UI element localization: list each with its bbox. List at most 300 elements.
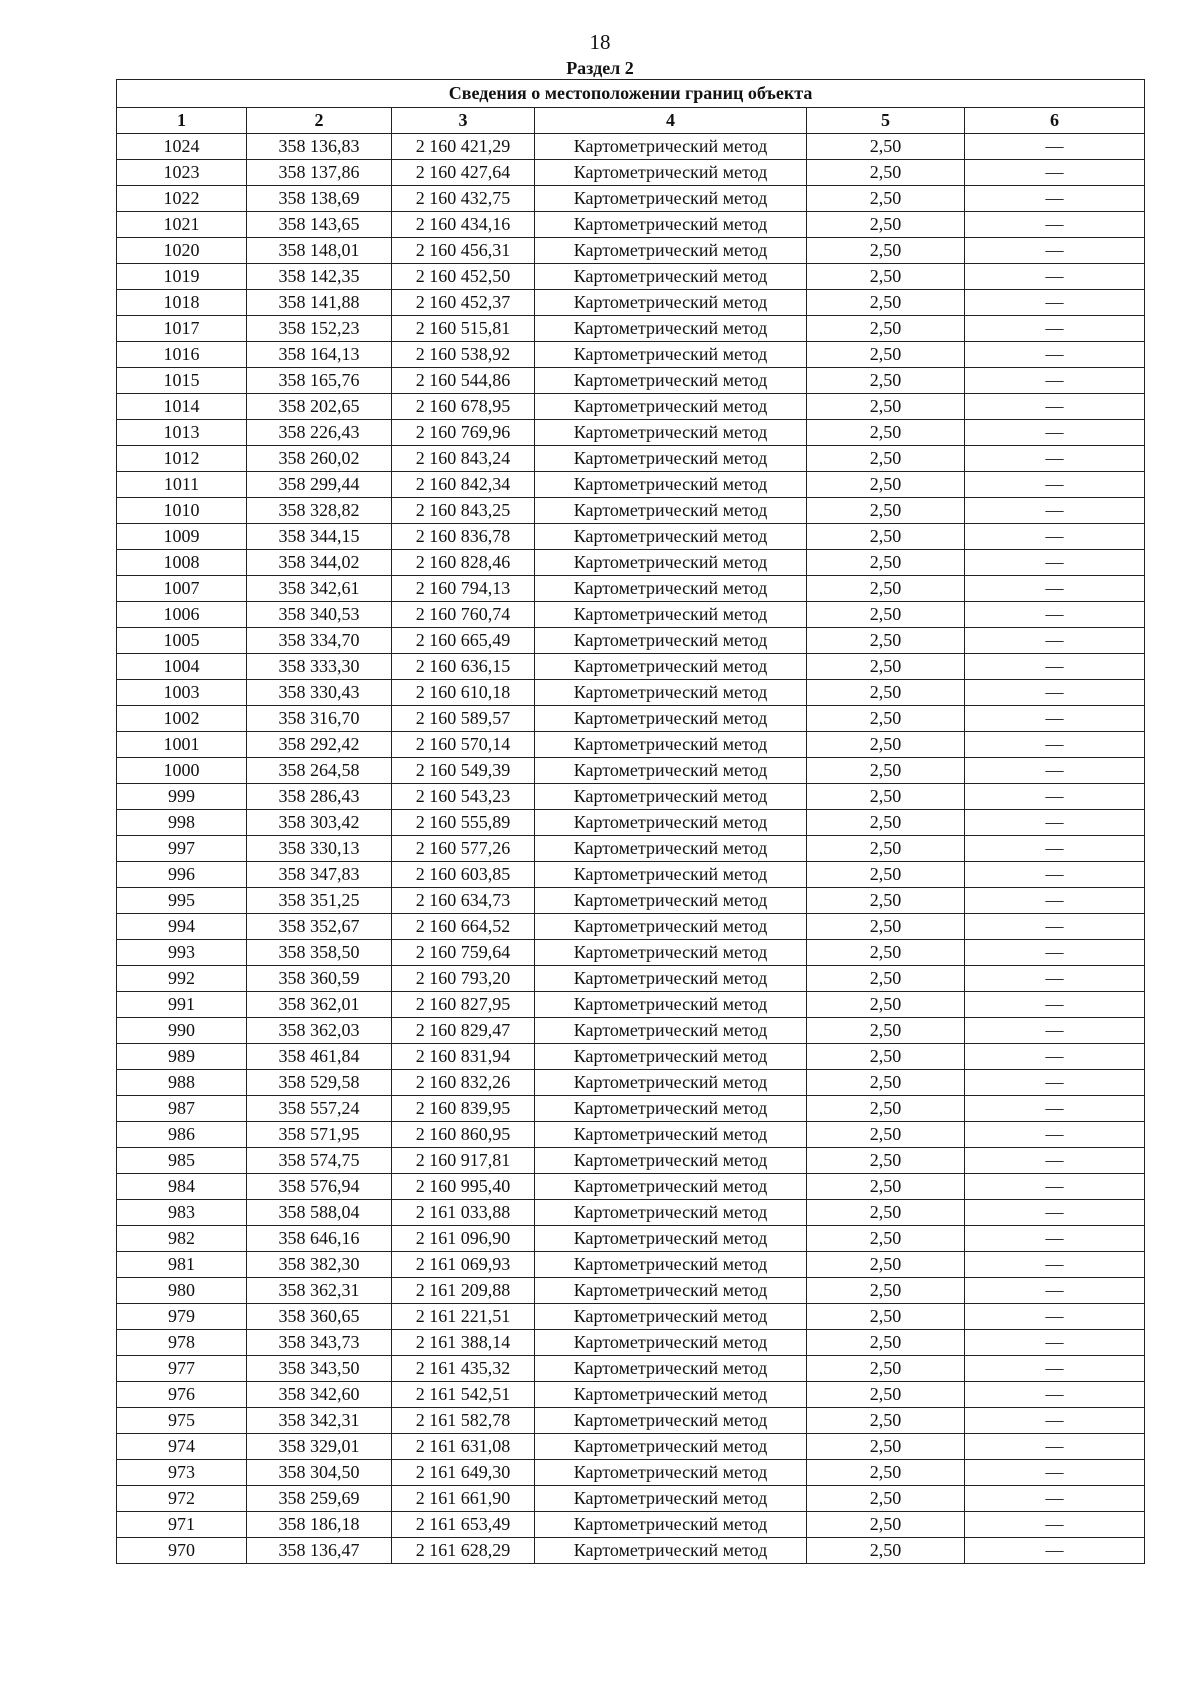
x-coordinate-cell: 358 344,15: [247, 524, 392, 550]
description-cell: —: [965, 1278, 1145, 1304]
point-number-cell: 981: [117, 1252, 247, 1278]
method-cell: Картометрический метод: [535, 862, 807, 888]
method-cell: Картометрический метод: [535, 1460, 807, 1486]
x-coordinate-cell: 358 226,43: [247, 420, 392, 446]
x-coordinate-cell: 358 461,84: [247, 1044, 392, 1070]
point-number-cell: 1017: [117, 316, 247, 342]
x-coordinate-cell: 358 362,03: [247, 1018, 392, 1044]
accuracy-cell: 2,50: [807, 862, 965, 888]
description-cell: —: [965, 1460, 1145, 1486]
point-number-cell: 1010: [117, 498, 247, 524]
description-cell: —: [965, 186, 1145, 212]
x-coordinate-cell: 358 260,02: [247, 446, 392, 472]
y-coordinate-cell: 2 160 570,14: [392, 732, 535, 758]
x-coordinate-cell: 358 358,50: [247, 940, 392, 966]
method-cell: Картометрический метод: [535, 550, 807, 576]
accuracy-cell: 2,50: [807, 1174, 965, 1200]
y-coordinate-cell: 2 161 649,30: [392, 1460, 535, 1486]
description-cell: —: [965, 394, 1145, 420]
method-cell: Картометрический метод: [535, 1278, 807, 1304]
accuracy-cell: 2,50: [807, 238, 965, 264]
method-cell: Картометрический метод: [535, 186, 807, 212]
point-number-cell: 971: [117, 1512, 247, 1538]
table-row: [117, 1174, 1145, 1200]
table-row: [117, 784, 1145, 810]
point-number-cell: 1024: [117, 134, 247, 160]
column-number: 2: [247, 108, 392, 134]
y-coordinate-cell: 2 160 843,24: [392, 446, 535, 472]
point-number-cell: 983: [117, 1200, 247, 1226]
description-cell: —: [965, 758, 1145, 784]
table-row: [117, 1278, 1145, 1304]
y-coordinate-cell: 2 160 828,46: [392, 550, 535, 576]
point-number-cell: 978: [117, 1330, 247, 1356]
y-coordinate-cell: 2 160 544,86: [392, 368, 535, 394]
accuracy-cell: 2,50: [807, 1486, 965, 1512]
description-cell: —: [965, 1148, 1145, 1174]
accuracy-cell: 2,50: [807, 1382, 965, 1408]
accuracy-cell: 2,50: [807, 810, 965, 836]
x-coordinate-cell: 358 304,50: [247, 1460, 392, 1486]
x-coordinate-cell: 358 333,30: [247, 654, 392, 680]
x-coordinate-cell: 358 259,69: [247, 1486, 392, 1512]
y-coordinate-cell: 2 160 543,23: [392, 784, 535, 810]
description-cell: —: [965, 238, 1145, 264]
description-cell: —: [965, 1434, 1145, 1460]
table-row: [117, 472, 1145, 498]
description-cell: —: [965, 420, 1145, 446]
accuracy-cell: 2,50: [807, 316, 965, 342]
y-coordinate-cell: 2 160 515,81: [392, 316, 535, 342]
table-row: [117, 290, 1145, 316]
x-coordinate-cell: 358 574,75: [247, 1148, 392, 1174]
table-row: [117, 602, 1145, 628]
table-row: [117, 836, 1145, 862]
accuracy-cell: 2,50: [807, 212, 965, 238]
x-coordinate-cell: 358 342,61: [247, 576, 392, 602]
column-number: 6: [965, 108, 1145, 134]
table-row: [117, 1304, 1145, 1330]
accuracy-cell: 2,50: [807, 1434, 965, 1460]
table-row: [117, 862, 1145, 888]
accuracy-cell: 2,50: [807, 264, 965, 290]
y-coordinate-cell: 2 160 794,13: [392, 576, 535, 602]
x-coordinate-cell: 358 360,59: [247, 966, 392, 992]
method-cell: Картометрический метод: [535, 654, 807, 680]
table-row: [117, 1252, 1145, 1278]
x-coordinate-cell: 358 343,73: [247, 1330, 392, 1356]
y-coordinate-cell: 2 160 760,74: [392, 602, 535, 628]
accuracy-cell: 2,50: [807, 498, 965, 524]
method-cell: Картометрический метод: [535, 1486, 807, 1512]
table-row: [117, 186, 1145, 212]
method-cell: Картометрический метод: [535, 290, 807, 316]
table-row: [117, 758, 1145, 784]
description-cell: —: [965, 732, 1145, 758]
description-cell: —: [965, 1226, 1145, 1252]
table-row: [117, 706, 1145, 732]
method-cell: Картометрический метод: [535, 888, 807, 914]
description-cell: —: [965, 1252, 1145, 1278]
x-coordinate-cell: 358 557,24: [247, 1096, 392, 1122]
description-cell: —: [965, 862, 1145, 888]
accuracy-cell: 2,50: [807, 1512, 965, 1538]
method-cell: Картометрический метод: [535, 498, 807, 524]
table-caption: Сведения о местоположении границ объекта: [117, 80, 1145, 108]
y-coordinate-cell: 2 160 664,52: [392, 914, 535, 940]
accuracy-cell: 2,50: [807, 1018, 965, 1044]
y-coordinate-cell: 2 161 033,88: [392, 1200, 535, 1226]
x-coordinate-cell: 358 152,23: [247, 316, 392, 342]
accuracy-cell: 2,50: [807, 134, 965, 160]
table-row: [117, 1512, 1145, 1538]
x-coordinate-cell: 358 342,60: [247, 1382, 392, 1408]
table-row: [117, 966, 1145, 992]
method-cell: Картометрический метод: [535, 1382, 807, 1408]
y-coordinate-cell: 2 161 069,93: [392, 1252, 535, 1278]
accuracy-cell: 2,50: [807, 1044, 965, 1070]
y-coordinate-cell: 2 160 452,50: [392, 264, 535, 290]
description-cell: —: [965, 1408, 1145, 1434]
x-coordinate-cell: 358 138,69: [247, 186, 392, 212]
x-coordinate-cell: 358 351,25: [247, 888, 392, 914]
point-number-cell: 1013: [117, 420, 247, 446]
point-number-cell: 1012: [117, 446, 247, 472]
point-number-cell: 1001: [117, 732, 247, 758]
y-coordinate-cell: 2 160 421,29: [392, 134, 535, 160]
point-number-cell: 982: [117, 1226, 247, 1252]
point-number-cell: 980: [117, 1278, 247, 1304]
point-number-cell: 1022: [117, 186, 247, 212]
table-row: [117, 316, 1145, 342]
table-row: [117, 628, 1145, 654]
y-coordinate-cell: 2 161 388,14: [392, 1330, 535, 1356]
point-number-cell: 1005: [117, 628, 247, 654]
accuracy-cell: 2,50: [807, 1148, 965, 1174]
y-coordinate-cell: 2 161 096,90: [392, 1226, 535, 1252]
table-row: [117, 160, 1145, 186]
x-coordinate-cell: 358 328,82: [247, 498, 392, 524]
y-coordinate-cell: 2 161 628,29: [392, 1538, 535, 1564]
method-cell: Картометрический метод: [535, 992, 807, 1018]
y-coordinate-cell: 2 160 452,37: [392, 290, 535, 316]
description-cell: —: [965, 628, 1145, 654]
y-coordinate-cell: 2 160 793,20: [392, 966, 535, 992]
accuracy-cell: 2,50: [807, 550, 965, 576]
x-coordinate-cell: 358 646,16: [247, 1226, 392, 1252]
table-row: [117, 914, 1145, 940]
x-coordinate-cell: 358 186,18: [247, 1512, 392, 1538]
point-number-cell: 996: [117, 862, 247, 888]
description-cell: —: [965, 654, 1145, 680]
x-coordinate-cell: 358 299,44: [247, 472, 392, 498]
table-row: [117, 264, 1145, 290]
accuracy-cell: 2,50: [807, 1226, 965, 1252]
y-coordinate-cell: 2 160 456,31: [392, 238, 535, 264]
point-number-cell: 993: [117, 940, 247, 966]
x-coordinate-cell: 358 334,70: [247, 628, 392, 654]
x-coordinate-cell: 358 340,53: [247, 602, 392, 628]
accuracy-cell: 2,50: [807, 966, 965, 992]
description-cell: —: [965, 160, 1145, 186]
method-cell: Картометрический метод: [535, 914, 807, 940]
accuracy-cell: 2,50: [807, 914, 965, 940]
point-number-cell: 1016: [117, 342, 247, 368]
method-cell: Картометрический метод: [535, 524, 807, 550]
table-row: [117, 810, 1145, 836]
point-number-cell: 986: [117, 1122, 247, 1148]
point-number-cell: 975: [117, 1408, 247, 1434]
method-cell: Картометрический метод: [535, 680, 807, 706]
method-cell: Картометрический метод: [535, 1070, 807, 1096]
y-coordinate-cell: 2 160 610,18: [392, 680, 535, 706]
y-coordinate-cell: 2 161 435,32: [392, 1356, 535, 1382]
accuracy-cell: 2,50: [807, 628, 965, 654]
table-row: [117, 732, 1145, 758]
accuracy-cell: 2,50: [807, 1408, 965, 1434]
x-coordinate-cell: 358 141,88: [247, 290, 392, 316]
method-cell: Картометрический метод: [535, 1538, 807, 1564]
x-coordinate-cell: 358 352,67: [247, 914, 392, 940]
method-cell: Картометрический метод: [535, 1408, 807, 1434]
column-number-row: [117, 108, 1145, 134]
description-cell: —: [965, 1018, 1145, 1044]
y-coordinate-cell: 2 160 549,39: [392, 758, 535, 784]
table-row: [117, 1148, 1145, 1174]
x-coordinate-cell: 358 303,42: [247, 810, 392, 836]
method-cell: Картометрический метод: [535, 1174, 807, 1200]
y-coordinate-cell: 2 160 636,15: [392, 654, 535, 680]
method-cell: Картометрический метод: [535, 1200, 807, 1226]
y-coordinate-cell: 2 160 836,78: [392, 524, 535, 550]
table-row: [117, 1382, 1145, 1408]
description-cell: —: [965, 966, 1145, 992]
y-coordinate-cell: 2 160 678,95: [392, 394, 535, 420]
description-cell: —: [965, 1096, 1145, 1122]
method-cell: Картометрический метод: [535, 966, 807, 992]
point-number-cell: 985: [117, 1148, 247, 1174]
description-cell: —: [965, 1538, 1145, 1564]
method-cell: Картометрический метод: [535, 1304, 807, 1330]
point-number-cell: 976: [117, 1382, 247, 1408]
table-row: [117, 1044, 1145, 1070]
table-row: [117, 368, 1145, 394]
method-cell: Картометрический метод: [535, 810, 807, 836]
x-coordinate-cell: 358 286,43: [247, 784, 392, 810]
table-row: [117, 238, 1145, 264]
x-coordinate-cell: 358 136,83: [247, 134, 392, 160]
x-coordinate-cell: 358 342,31: [247, 1408, 392, 1434]
accuracy-cell: 2,50: [807, 576, 965, 602]
x-coordinate-cell: 358 316,70: [247, 706, 392, 732]
accuracy-cell: 2,50: [807, 186, 965, 212]
x-coordinate-cell: 358 362,31: [247, 1278, 392, 1304]
description-cell: —: [965, 1174, 1145, 1200]
x-coordinate-cell: 358 529,58: [247, 1070, 392, 1096]
x-coordinate-cell: 358 164,13: [247, 342, 392, 368]
point-number-cell: 987: [117, 1096, 247, 1122]
y-coordinate-cell: 2 160 759,64: [392, 940, 535, 966]
method-cell: Картометрический метод: [535, 316, 807, 342]
description-cell: —: [965, 342, 1145, 368]
point-number-cell: 1006: [117, 602, 247, 628]
table-row: [117, 524, 1145, 550]
point-number-cell: 999: [117, 784, 247, 810]
x-coordinate-cell: 358 143,65: [247, 212, 392, 238]
method-cell: Картометрический метод: [535, 342, 807, 368]
table-row: [117, 992, 1145, 1018]
description-cell: —: [965, 1122, 1145, 1148]
y-coordinate-cell: 2 160 831,94: [392, 1044, 535, 1070]
accuracy-cell: 2,50: [807, 940, 965, 966]
description-cell: —: [965, 1382, 1145, 1408]
description-cell: —: [965, 940, 1145, 966]
point-number-cell: 1015: [117, 368, 247, 394]
y-coordinate-cell: 2 160 555,89: [392, 810, 535, 836]
method-cell: Картометрический метод: [535, 1018, 807, 1044]
accuracy-cell: 2,50: [807, 758, 965, 784]
point-number-cell: 984: [117, 1174, 247, 1200]
accuracy-cell: 2,50: [807, 1278, 965, 1304]
page-number: 18: [589, 30, 611, 54]
section-title: Раздел 2: [566, 58, 634, 78]
point-number-cell: 990: [117, 1018, 247, 1044]
point-number-cell: 1003: [117, 680, 247, 706]
table-row: [117, 342, 1145, 368]
point-number-cell: 1008: [117, 550, 247, 576]
y-coordinate-cell: 2 160 839,95: [392, 1096, 535, 1122]
method-cell: Картометрический метод: [535, 1434, 807, 1460]
y-coordinate-cell: 2 160 842,34: [392, 472, 535, 498]
accuracy-cell: 2,50: [807, 1356, 965, 1382]
boundary-coordinates-table: [116, 79, 1145, 1564]
y-coordinate-cell: 2 160 665,49: [392, 628, 535, 654]
point-number-cell: 991: [117, 992, 247, 1018]
description-cell: —: [965, 550, 1145, 576]
table-row: [117, 420, 1145, 446]
x-coordinate-cell: 358 142,35: [247, 264, 392, 290]
y-coordinate-cell: 2 160 427,64: [392, 160, 535, 186]
accuracy-cell: 2,50: [807, 446, 965, 472]
x-coordinate-cell: 358 136,47: [247, 1538, 392, 1564]
point-number-cell: 1004: [117, 654, 247, 680]
method-cell: Картометрический метод: [535, 602, 807, 628]
description-cell: —: [965, 888, 1145, 914]
table-row: [117, 1408, 1145, 1434]
point-number-cell: 995: [117, 888, 247, 914]
point-number-cell: 1002: [117, 706, 247, 732]
description-cell: —: [965, 524, 1145, 550]
description-cell: —: [965, 1486, 1145, 1512]
x-coordinate-cell: 358 343,50: [247, 1356, 392, 1382]
table-row: [117, 1330, 1145, 1356]
point-number-cell: 970: [117, 1538, 247, 1564]
table-row: [117, 1096, 1145, 1122]
point-number-cell: 994: [117, 914, 247, 940]
point-number-cell: 992: [117, 966, 247, 992]
description-cell: —: [965, 810, 1145, 836]
x-coordinate-cell: 358 360,65: [247, 1304, 392, 1330]
point-number-cell: 1019: [117, 264, 247, 290]
accuracy-cell: 2,50: [807, 1096, 965, 1122]
method-cell: Картометрический метод: [535, 1226, 807, 1252]
accuracy-cell: 2,50: [807, 1304, 965, 1330]
x-coordinate-cell: 358 202,65: [247, 394, 392, 420]
x-coordinate-cell: 358 362,01: [247, 992, 392, 1018]
y-coordinate-cell: 2 161 209,88: [392, 1278, 535, 1304]
y-coordinate-cell: 2 160 589,57: [392, 706, 535, 732]
accuracy-cell: 2,50: [807, 472, 965, 498]
y-coordinate-cell: 2 161 542,51: [392, 1382, 535, 1408]
description-cell: —: [965, 316, 1145, 342]
description-cell: —: [965, 1512, 1145, 1538]
accuracy-cell: 2,50: [807, 420, 965, 446]
method-cell: Картометрический метод: [535, 732, 807, 758]
y-coordinate-cell: 2 160 827,95: [392, 992, 535, 1018]
point-number-cell: 1014: [117, 394, 247, 420]
method-cell: Картометрический метод: [535, 784, 807, 810]
table-row: [117, 1070, 1145, 1096]
accuracy-cell: 2,50: [807, 524, 965, 550]
y-coordinate-cell: 2 160 769,96: [392, 420, 535, 446]
method-cell: Картометрический метод: [535, 1356, 807, 1382]
table-row: [117, 576, 1145, 602]
x-coordinate-cell: 358 576,94: [247, 1174, 392, 1200]
description-cell: —: [965, 134, 1145, 160]
method-cell: Картометрический метод: [535, 1044, 807, 1070]
column-number: 1: [117, 108, 247, 134]
x-coordinate-cell: 358 137,86: [247, 160, 392, 186]
method-cell: Картометрический метод: [535, 1096, 807, 1122]
table-row: [117, 394, 1145, 420]
accuracy-cell: 2,50: [807, 654, 965, 680]
y-coordinate-cell: 2 160 832,26: [392, 1070, 535, 1096]
accuracy-cell: 2,50: [807, 368, 965, 394]
point-number-cell: 974: [117, 1434, 247, 1460]
x-coordinate-cell: 358 330,13: [247, 836, 392, 862]
method-cell: Картометрический метод: [535, 706, 807, 732]
method-cell: Картометрический метод: [535, 160, 807, 186]
column-number: 3: [392, 108, 535, 134]
method-cell: Картометрический метод: [535, 836, 807, 862]
description-cell: —: [965, 992, 1145, 1018]
x-coordinate-cell: 358 330,43: [247, 680, 392, 706]
x-coordinate-cell: 358 165,76: [247, 368, 392, 394]
method-cell: Картометрический метод: [535, 472, 807, 498]
table-row: [117, 1122, 1145, 1148]
description-cell: —: [965, 914, 1145, 940]
y-coordinate-cell: 2 160 434,16: [392, 212, 535, 238]
point-number-cell: 1018: [117, 290, 247, 316]
x-coordinate-cell: 358 382,30: [247, 1252, 392, 1278]
point-number-cell: 997: [117, 836, 247, 862]
method-cell: Картометрический метод: [535, 446, 807, 472]
point-number-cell: 973: [117, 1460, 247, 1486]
accuracy-cell: 2,50: [807, 836, 965, 862]
method-cell: Картометрический метод: [535, 1330, 807, 1356]
accuracy-cell: 2,50: [807, 1122, 965, 1148]
method-cell: Картометрический метод: [535, 368, 807, 394]
description-cell: —: [965, 1304, 1145, 1330]
accuracy-cell: 2,50: [807, 784, 965, 810]
y-coordinate-cell: 2 160 829,47: [392, 1018, 535, 1044]
y-coordinate-cell: 2 160 917,81: [392, 1148, 535, 1174]
accuracy-cell: 2,50: [807, 602, 965, 628]
method-cell: Картометрический метод: [535, 940, 807, 966]
table-row: [117, 550, 1145, 576]
description-cell: —: [965, 836, 1145, 862]
y-coordinate-cell: 2 161 653,49: [392, 1512, 535, 1538]
